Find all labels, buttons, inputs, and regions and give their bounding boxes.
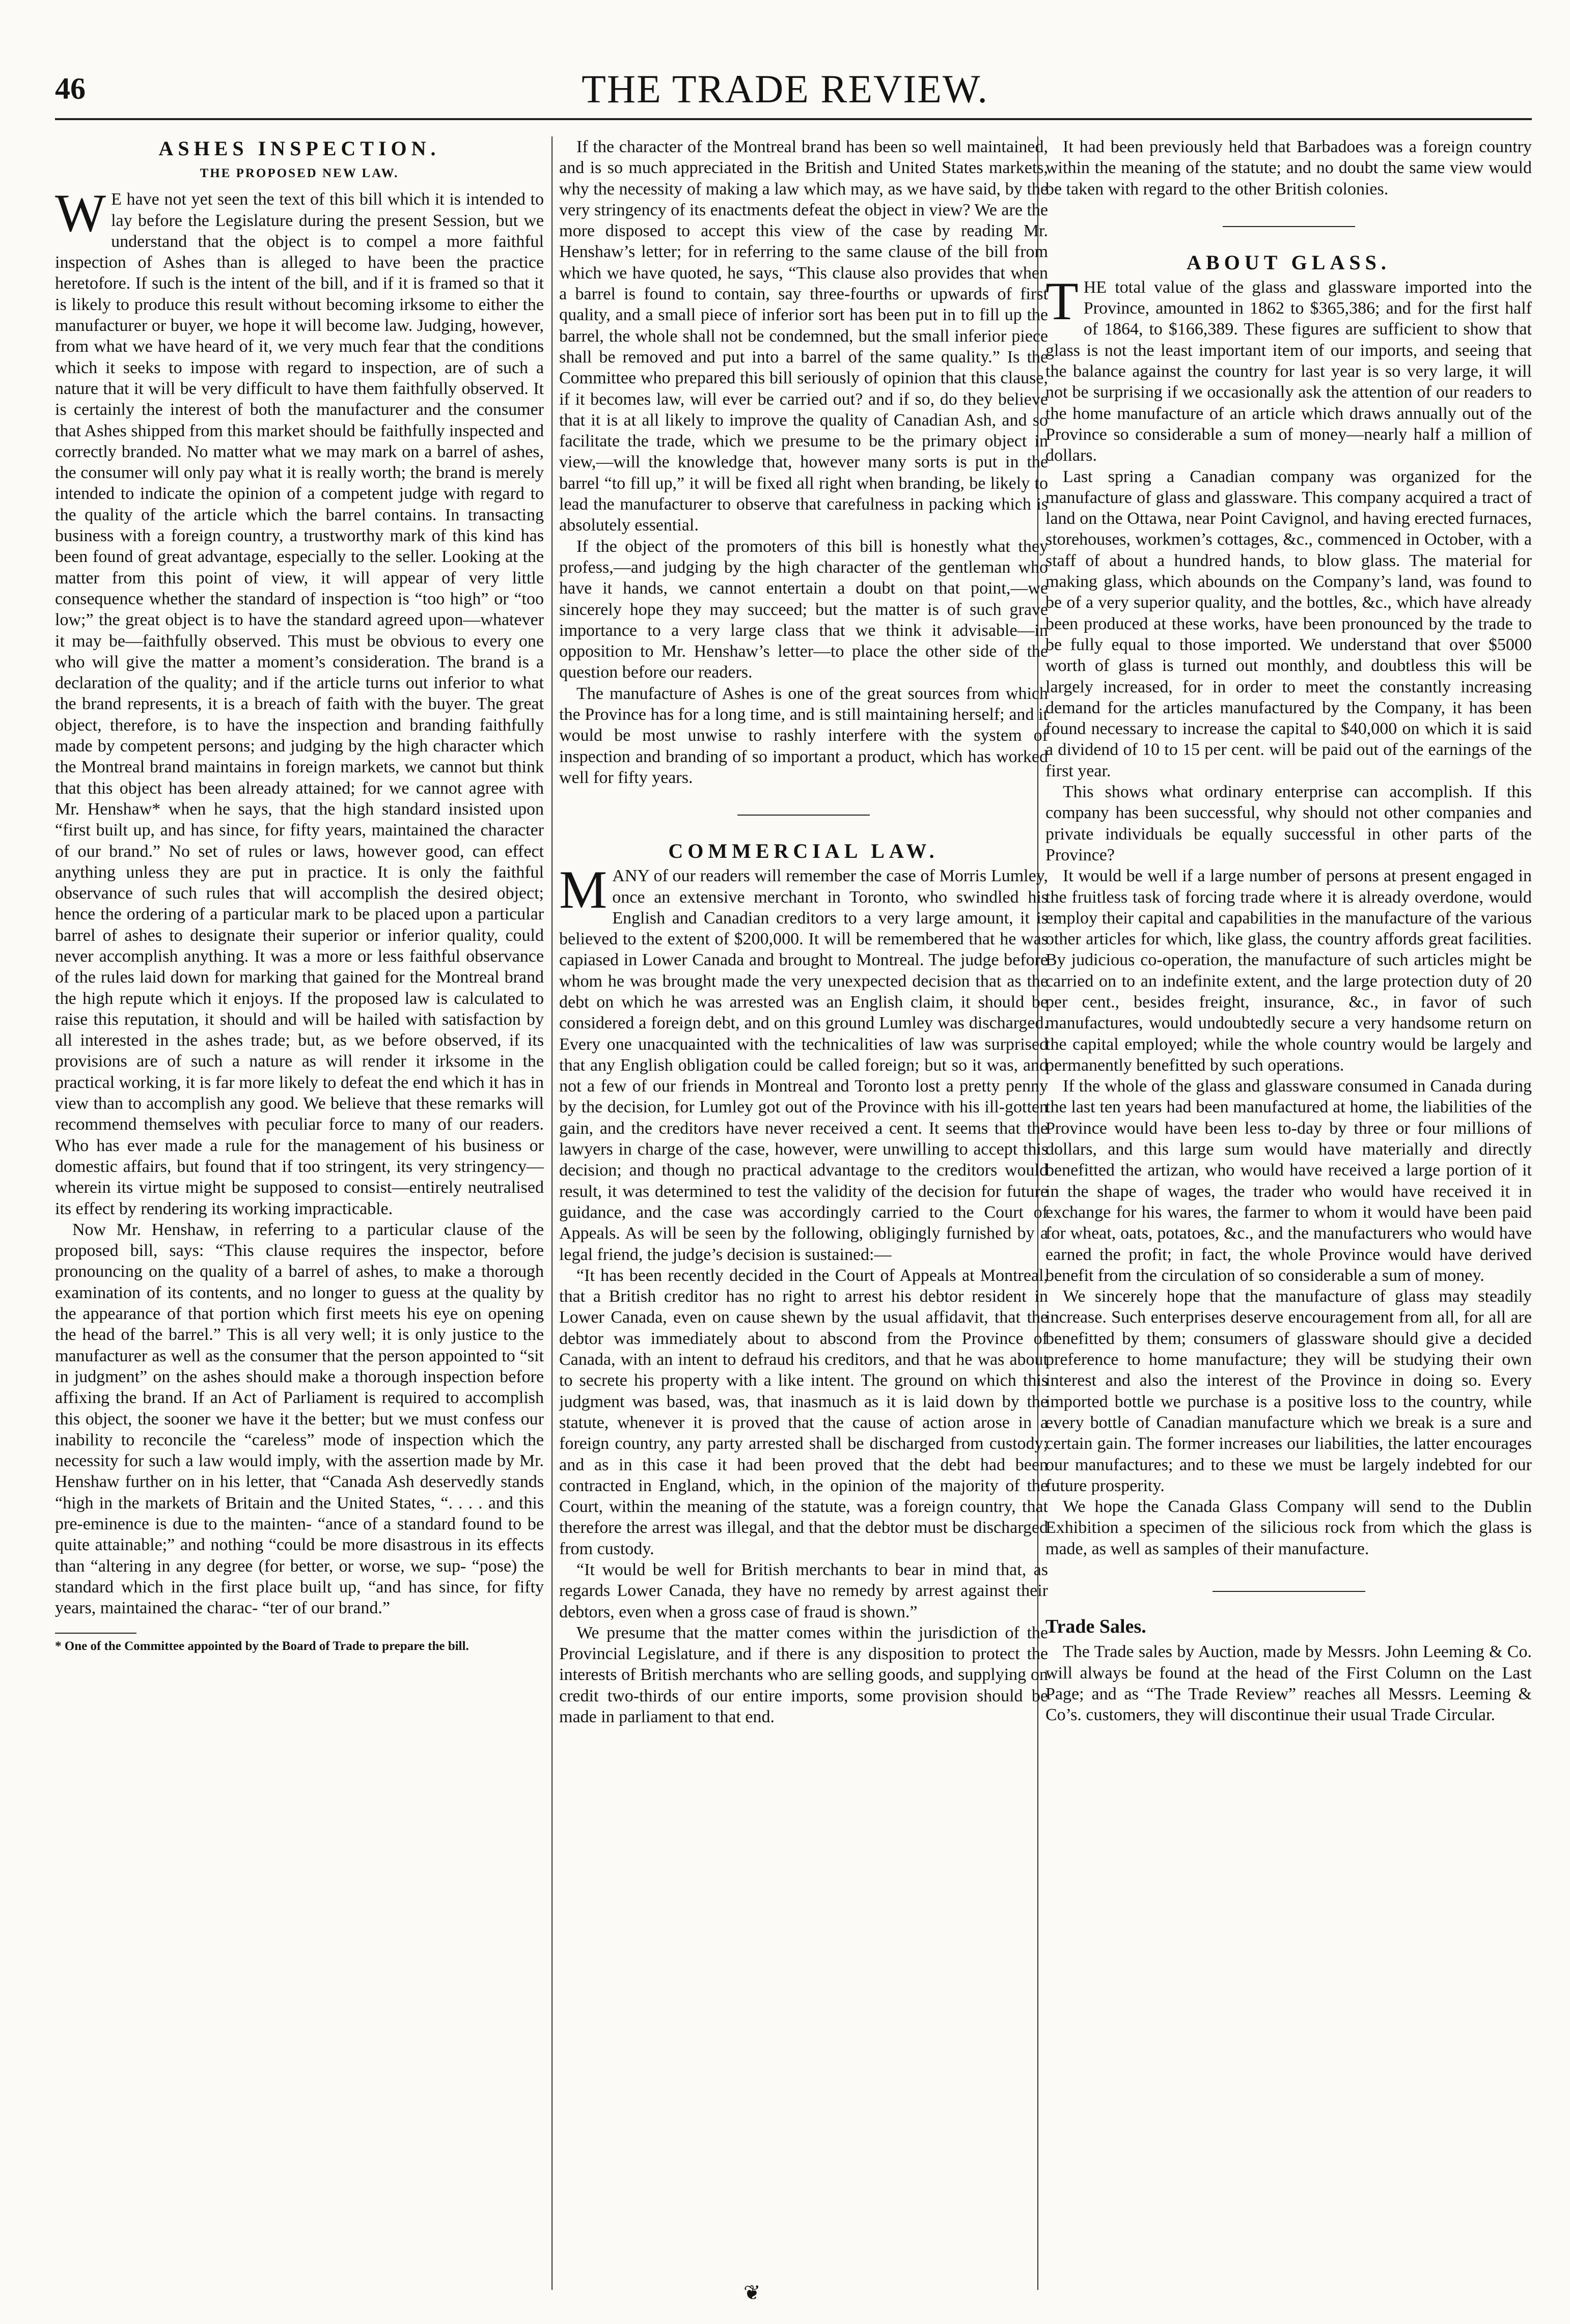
trade-sales-paragraph: The Trade sales by Auction, made by Messrs. John Leeming & Co. will always be found at the head of the First Column on the Last Page; and as “The Trade Review” reaches all Messrs. Leeming & Co’s. customers, they will discontinue their usual Trade Circular. bbox=[1045, 1642, 1532, 1725]
page-number: 46 bbox=[55, 72, 86, 105]
running-head-title: THE TRADE REVIEW. bbox=[582, 67, 988, 111]
commercial-paragraph: “It would be well for British merchants to bear in mind that, as regards Lower Canada, they have no remedy by arrest against their debtors, even when a gross case of fraud is shown.” bbox=[559, 1560, 1048, 1621]
commercial-paragraph: We presume that the matter comes within the jurisdiction of the Provincial Legislature, and if there is any disposition to protect the interests of British merchants who are selling goods, and supplying on credit two-thirds of our entire imports, some provision should be made in parliament to that end. bbox=[559, 1623, 1048, 1727]
ashes-paragraph bbox=[55, 183, 544, 1219]
ashes-paragraph: Now Mr. Henshaw, in referring to a particular clause of the proposed bill, says: “This clause requires the inspector, before pronouncing on the quality of a barrel of ashes, to make a thorough examination of its contents, and no longer to guess at the quality by the appearance of that portion which first meets his eye on opening the head of the barrel.” This is all very well; it is only justice to the manufacturer as well as the consumer that the person appointed to “sit in judgment” on the ashes should make a thorough inspection before affixing the brand. If an Act of Parliament is required to accomplish this object, the sooner we have it the better; but we must confess our inability to reconcile the “careless” mode of inspection which the necessity for such a law would imply, with the assertion made by Mr. Henshaw further on in his letter, that “Canada Ash deservedly stands “high in the markets of Britain and the United States, “. . . . and this pre-eminence is due to the mainten- “ance of a standard found to be quite attainable;” and nothing “could be more disastrous in its effects than “altering in any degree (for better, or worse, we sup- “pose) the standard which in the first place built up, “and has since, for fifty years, maintained the charac- “ter of our brand.” bbox=[55, 1220, 544, 1618]
commercial-text: ANY of our readers will remember the case of Morris Lumley, once an extensive merchant in Toronto, who swindled his English and Canadian creditors to a very large amount, it is believed to the extent of $200,000. It will be remembered that he was capiased in Lower Canada and brought to Montreal. The judge before whom he was brought made the very unexpected decision that as the debt on which he was arrested was an English claim, it should be considered a foreign debt, and on this ground Lumley was discharged. Every one unacquainted with the technicalities of law was surprised that any English obligation could be called foreign; but so it was, and not a few of our friends in Montreal and Toronto lost a pretty penny by the decision, for Lumley got out of the Province with his ill-gotten gain, and the creditors have never received a cent. It seems that the lawyers in charge of the case, however, were unwilling to accept this decision; and though no practical advantage to the creditors would result, it was determined to test the validity of the decision for future guidance, and the case was accordingly carried to the Court of Appeals. As will be seen by the following, obligingly furnished by a legal friend, the judge’s decision is sustained:— bbox=[559, 866, 1048, 1264]
commercial-paragraph: It had been previously held that Barbadoes was a foreign country within the meaning of the statute; and no doubt the same view would be taken with regard to the other British colonies. bbox=[1045, 137, 1532, 199]
section-divider bbox=[1213, 1591, 1365, 1592]
commercial-title: COMMERCIAL LAW. bbox=[668, 839, 939, 863]
drop-cap: W bbox=[55, 183, 106, 243]
glass-title: ABOUT GLASS. bbox=[1187, 250, 1391, 274]
commercial-paragraph bbox=[559, 860, 1048, 1265]
glass-paragraph: This shows what ordinary enterprise can accomplish. If this company has been successful, why should not other companies and private individuals be equally successful in other parts of the Province? bbox=[1045, 782, 1532, 864]
glass-paragraph: We hope the Canada Glass Company will send to the Dublin Exhibition a specimen of the silicious rock from which the glass is made, as well as samples of their manufacture. bbox=[1045, 1497, 1532, 1558]
ashes-subtitle: THE PROPOSED NEW LAW. bbox=[200, 166, 399, 180]
ornament-icon: ❦ bbox=[743, 2281, 761, 2304]
column-1 bbox=[55, 136, 544, 2287]
glass-text: HE total value of the glass and glassware imported into the Province, amounted in 1862 to $365,386; and for the first half of 1864, to $166,389. These figures are sufficient to show that glass is not the least important item of our imports, and seeing that the balance against the country for last year is so very large, it will not be surprising if we occasionally ask the attention of our readers to the home manufacture of an article which draws annually out of the Province so considerable a sum of money—nearly half a million of dollars. bbox=[1045, 277, 1532, 465]
ashes-title: ASHES INSPECTION. bbox=[158, 137, 440, 160]
ashes-paragraph: If the object of the promoters of this bill is honestly what they profess,—and judging by the high character of the gentleman who have it hands, we cannot entertain a doubt on that point,—we sincerely hope they may succeed; but the matter is of such grave importance to a very large class that we think it advisable—in opposition to Mr. Henshaw’s letter—to place the other side of the question before our readers. bbox=[559, 537, 1048, 682]
column-2 bbox=[559, 136, 1048, 2287]
glass-paragraph: It would be well if a large number of persons at present engaged in the fruitless task of forcing trade where it is already overdone, would employ their capital and capabilities in the manufacture of the various other articles for which, like glass, the country affords great facilities. By judicious co-operation, the manufacture of such articles might be carried on to an indefinite extent, and the large protection duty of 20 per cent., besides freight, insurance, &c., in favor of such manufactures, would undoubtedly secure a very handsome return on the capital employed; while the whole country would be largely and permanently benefitted by such operations. bbox=[1045, 866, 1532, 1075]
ashes-text: E have not yet seen the text of this bill which it is intended to lay before the Legislature during the present Session, but we understand that the object is to compel a more faithful inspection of Ashes than is alleged to have been the practice heretofore. If such is the intent of the bill, and if it is framed so that it is likely to produce this result without becoming irksome to either the manufacturer or buyer, we hope it will become law. Judging, however, from what we have heard of it, we very much fear that the conditions which it seeks to impose with regard to inspection, are of such a nature that it will be very difficult to have them faithfully observed. It is certainly the interest of both the manufacturer and the consumer that Ashes shipped from this market should be faithfully inspected and correctly branded. No matter what we may mark on a barrel of ashes, the consumer will only pay what it is really worth; the brand is merely intended to indicate the opinion of a competent judge with regard to the quality of the article which the barrel contains. In transacting business with a foreign country, a trustworthy mark of this kind has been found of great advantage, especially to the seller. Looking at the matter from this point of view, it will appear of very little consequence whether the standard of inspection is “too high” or “too low;” the great object is to have the standard agreed upon—whatever it may be—faithfully observed. This must be obvious to every one who will give the matter a moment’s consideration. The brand is a declaration of the quality; and if the article turns out inferior to what the brand represents, it is a breach of faith with the buyer. The great object, therefore, is to have the inspection and branding faithfully made by competent persons; and judging by the high character which the Montreal brand maintains in foreign markets, we cannot but think that this object has been already attained; for we cannot agree with Mr. Henshaw* when he says, that the high standard insisted upon “first built up, and has since, for fifty years, maintained the character of our brand.” No set of rules or laws, however good, can effect anything unless they are put in practice. It is only the faithful observance of such rules that will accomplish the desired object; hence the ordering of a particular mark to be placed upon a particular barrel of ashes to designate their superior or inferior quality, could never accomplish anything. It was a more or less faithful observance of the rules laid down for marking that gained for the Montreal brand the high repute which it enjoys. If the proposed law is calculated to raise this reputation, it should and will be hailed with satisfaction by all interested in the ashes trade; but, as we before observed, if its provisions are of such a nature as will render it irksome in the practical working, it is far more likely to defeat the end which it has in view than to accomplish any good. We believe that these remarks will recommend themselves with peculiar force to many of our readers. Who has ever made a rule for the management of his business or domestic affairs, but found that if too stringent, its very stringency—wherein its virtue might be supposed to consist—entirely neutralised its effect by rendering its working impracticable. bbox=[55, 190, 544, 1218]
ashes-paragraph: The manufacture of Ashes is one of the great sources from which the Province has for a long time, and is still maintaining herself; and it would be most unwise to rashly interfere with the system of inspection and branding of so important a product, which has worked well for fifty years. bbox=[559, 684, 1048, 787]
commercial-paragraph: “It has been recently decided in the Court of Appeals at Montreal, that a British creditor has no right to arrest his debtor resident in Lower Canada, even on cause shewn by the usual affidavit, that the debtor was immediately about to abscond from the Province of Canada, with an intent to defraud his creditors, and that he was about to secrete his property with a like intent. The ground on which this judgment was based, was, that inasmuch as it is laid down by the statute, whenever it is proved that the cause of action arose in a foreign country, any party arrested shall be discharged from custody; and as in this case it had been proved that the debt had been contracted in England, which, in the opinion of the majority of the Court, within the meaning of the statute, was a foreign country, that therefore the arrest was illegal, and that the debtor must be discharged from custody. bbox=[559, 1266, 1048, 1558]
drop-cap: M bbox=[559, 860, 608, 920]
column-3 bbox=[1045, 136, 1532, 2287]
header-rule bbox=[55, 118, 1532, 120]
drop-cap: T bbox=[1045, 271, 1079, 331]
glass-paragraph: Last spring a Canadian company was organized for the manufacture of glass and glassware. This company acquired a tract of land on the Ottawa, near Point Cavignol, and having erected furnaces, storehouses, workmen’s cottages, &c., commenced in October, with a staff of about a hundred hands, to blow glass. The material for making glass, which abounds on the Company’s land, was found to be of a very superior quality, and the bottles, &c., which have already been produced at these works, have been pronounced by the trade to be fully equal to those imported. We understand that over $5000 worth of glass is turned out monthly, and doubtless this will be largely increased, for in order to meet the constantly increasing demand for the articles manufactured by the Company, it has been found necessary to increase the capital to $40,000 on which it is said a dividend of 10 to 15 per cent. will be paid out of the earnings of the first year. bbox=[1045, 467, 1532, 780]
column-rule bbox=[552, 136, 553, 2290]
glass-paragraph bbox=[1045, 271, 1532, 466]
section-divider bbox=[1223, 226, 1355, 227]
section-divider bbox=[737, 815, 870, 816]
footnote: * One of the Committee appointed by the Board of Trade to prepare the bill. bbox=[55, 1639, 469, 1654]
trade-sales-heading: Trade Sales. bbox=[1045, 1616, 1146, 1637]
glass-paragraph: We sincerely hope that the manufacture of glass may steadily increase. Such enterprises deserve encouragement from all, for all are benefitted by them; consumers of glassware should give a decided preference to home manufacture; they will be studying their own interest and also the interest of the Province in doing so. Every imported bottle we purchase is a positive loss to the country, while every bottle of Canadian manufacture which we break is a sure and certain gain. The former increases our liabilities, the latter encourages our manufactures; and to these we must be largely indebted for our future prosperity. bbox=[1045, 1287, 1532, 1495]
ashes-paragraph: If the character of the Montreal brand has been so well maintained, and is so much appreciated in the British and United States markets, why the necessity of making a law which may, as we have said, by the very stringency of its enactments defeat the object in view? We are the more disposed to accept this view of the case by reading Mr. Henshaw’s letter; for in referring to the same clause of the bill from which we have quoted, he says, “This clause also provides that when a barrel is found to contain, say three-fourths or upwards of first quality, and a small piece of inferior sort has been put in to fill up the barrel, the whole shall not be condemned, but the small inferior piece shall be removed and put into a barrel of the same quality.” Is the Committee who prepared this bill seriously of opinion that this clause, if it becomes law, will ever be carried out? and if so, do they believe that it is at all likely to improve the quality of Canadian Ash, and so facilitate the trade, which we presume to be the primary object in view,—will the knowledge that, however many sorts is put in the barrel “to fill up,” it will be fixed all right when branding, be likely to lead the manufacturer to observe that carefulness in packing which is absolutely essential. bbox=[559, 137, 1048, 535]
footnote-rule bbox=[55, 1633, 136, 1634]
glass-paragraph: If the whole of the glass and glassware consumed in Canada during the last ten years had been manufactured at home, the liabilities of the Province would have been less to-day by three or four millions of dollars, and this large sum would have materially and directly benefitted the artizan, who would have received a large portion of it in the shape of wages, the trader who would have received it in exchange for his wares, the farmer to whom it would have been paid for wheat, oats, potatoes, &c., and the manufacturers who would have earned the profit; in fact, the whole Province would have derived benefit from the circulation of so considerable a sum of money. bbox=[1045, 1077, 1532, 1285]
